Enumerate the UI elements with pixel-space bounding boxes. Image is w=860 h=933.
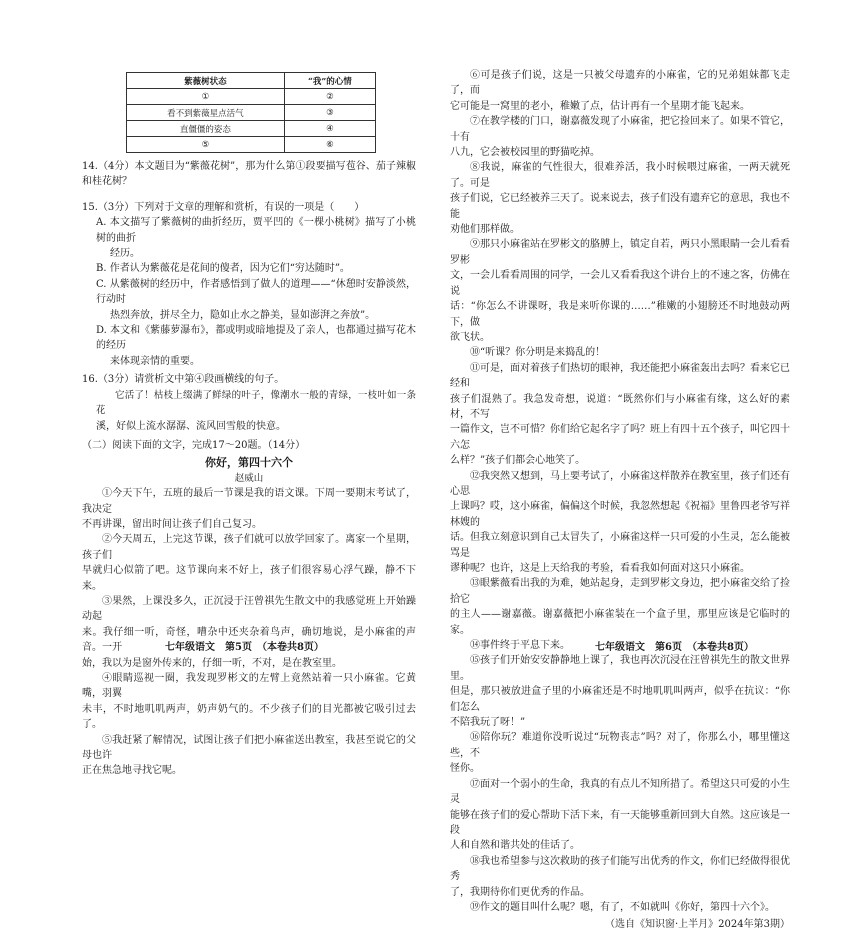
paragraph-11: ⑪可是，面对着孩子们热切的眼神，我还能把小麻雀轰出去吗？看来它已经和 [450, 362, 790, 390]
option-d-cont: 来体现亲情的重要。 [110, 355, 200, 367]
article-source: （选自《知识窗·上半月》2024年第3期） [605, 919, 790, 931]
paragraph-8-cont: 劝他们那样做。 [450, 224, 520, 236]
paragraph-4-cont: 未丰，不时地叽叽两声，奶声奶气的。不少孩子们的目光都被它吸引过去了。 [82, 703, 416, 731]
paragraph-11-cont: 孩子们混熟了。我急发奇想，说道：“既然你们与小麻雀有缘，这么好的素材，不写 [450, 393, 790, 420]
paragraph-9-cont: 文，一会儿看看周围的同学，一会儿又看看我这个讲台上的不速之客，仿佛在说 [450, 270, 790, 297]
paragraph-1: ①今天下午，五班的最后一节课是我的语文课。下周一要期末考试了，我决定 [82, 488, 416, 515]
option-b: B. 作者认为紫薇花是花间的傻者，因为它们“穷达随时”。 [96, 263, 350, 275]
article-title: 你好，第四十六个 [205, 456, 293, 470]
paragraph-16-cont: 怪你。 [450, 763, 480, 775]
option-c: C. 从紫薇树的经历中，作者感悟到了做人的道理——“休憩时安静淡然，行动时 [96, 278, 416, 306]
table-cell: ⑥ [284, 137, 375, 153]
question-15: 15.（3分）下列对于文章的理解和赏析，有误的一项是（ ） [82, 201, 365, 213]
paragraph-1-cont: 不再讲课，留出时间让孩子们自己复习。 [82, 518, 262, 530]
paragraph-8: ⑧我说，麻雀的气性很大，很难养活，我小时候喂过麻雀，一两天就死了。可是 [450, 162, 790, 189]
table-header: “我”的心情 [284, 73, 375, 89]
paragraph-3-cont: 始，我以为是窗外传来的，仔细一听，不对，是在教室里。 [82, 657, 342, 669]
table-cell: ① [127, 89, 285, 105]
paragraph-9-cont: 欲飞状。 [450, 331, 490, 343]
paragraph-19: ⑲作文的题目叫什么呢？嗯，有了，不如就叫《你好，第四十六个》。 [470, 901, 775, 913]
paragraph-8-cont: 孩子们说，它已经被养三天了。说来说去，孩子们没有遗弃它的意思，我也不能 [450, 193, 790, 220]
paragraph-18: ⑱我也希望参与这次救助的孩子们能写出优秀的作文，你们已经做得很优秀 [450, 855, 790, 883]
quoted-sentence-cont: 溪，好似上流水潺潺、流风回雪般的快意。 [96, 420, 286, 432]
table-cell: 直僵僵的姿态 [127, 121, 285, 137]
paragraph-13: ⑬眼紫薇看出我的为难，她站起身，走到罗彬文身边，把小麻雀交给了捡拾它 [450, 578, 790, 605]
question-14: 14.（4分）本文题目为“紫薇花树”，那为什么第①段要描写苞谷、茄子辣椒和桂花树？ [82, 161, 416, 188]
paragraph-3: ③果然，上课没多久，正沉浸于汪曾祺先生散文中的我感觉班上开始躁动起 [82, 595, 416, 623]
paragraph-12: ⑫我突然又想到，马上要考试了，小麻雀这样散养在教室里，孩子们还有心思 [450, 470, 790, 497]
table-row [127, 137, 376, 153]
paragraph-4: ④眼睛巡视一圈，我发现罗彬文的左臂上竟然站着一只小麻雀。它黄嘴，羽翼 [82, 673, 416, 700]
paragraph-15: ⑮孩子们开始安安静静地上课了，我也再次沉浸在汪曾祺先生的散文世界里。 [450, 655, 790, 682]
paragraph-17: ⑰面对一个弱小的生命，我真的有点儿不知所措了。希望这只可爱的小生灵 [450, 778, 790, 806]
paragraph-3-cont: 来。我仔细一听，奇怪，嘈杂中还夹杂着鸟声，确切地说，是小麻雀的声音。一开 [82, 626, 416, 654]
table-cell: ⑤ [127, 137, 285, 153]
table-header: 紫薇树状态 [127, 73, 285, 89]
quoted-sentence: 它活了！枯枝上缀满了鲜绿的叶子，像潮水一般的青绿，一枝叶如一条花 [96, 389, 416, 417]
paragraph-12-cont: 上课吗？哎，这小麻雀，偏偏这个时候，我忽然想起《祝福》里鲁四老爷写祥林嫂的 [450, 501, 790, 528]
table-cell: 看不到紫薇星点活气 [127, 105, 285, 121]
page-footer: 七年级语文 第6页 （本卷共8页） [595, 642, 754, 653]
paragraph-6-cont: 它可能是一窝里的老小，稚嫩了点，估计再有一个星期才能飞起来。 [450, 100, 750, 112]
paragraph-13-cont: 的主人——谢嘉薇。谢嘉薇把小麻雀装在一个盒子里，那里应该是它临时的家。 [450, 609, 790, 636]
paragraph-11-cont: 一篇作文，岂不可惜？你们给它起名字了吗？班上有四十五个孩子，叫它四十六怎 [450, 424, 790, 451]
paragraph-14: ⑭事件终于平息下来。 [470, 640, 570, 652]
left-page [0, 0, 430, 777]
table-cell: ③ [284, 105, 375, 121]
paragraph-15-cont: 不陪我玩了呀！” [450, 717, 526, 729]
option-a: A. 本文描写了紫薇树的曲折经历，贾平凹的《一棵小桃树》描写了小桃树的曲折 [96, 217, 416, 244]
paragraph-2: ②今天周五，上完这节课，孩子们就可以放学回家了。离家一个星期，孩子们 [82, 534, 416, 561]
paragraph-16: ⑯陪你玩？难道你没听说过“玩物丧志”吗？对了，你那么小，哪里懂这些，不 [450, 732, 790, 759]
page-footer: 七年级语文 第5页 （本卷共8页） [165, 642, 324, 653]
table-cell: ② [284, 89, 375, 105]
paragraph-15-cont: 但是，那只被放进盒子里的小麻雀还是不时地叽叽叫两声，似乎在抗议：“你们怎么 [450, 686, 790, 713]
section-heading: （二）阅读下面的文字，完成17～20题。（14分） [82, 439, 306, 451]
option-d: D. 本文和《紫藤萝瀑布》，都或明或暗地提及了亲人，也都通过描写花木的经历 [96, 325, 416, 352]
table-cell: ④ [284, 121, 375, 137]
paragraph-12-cont: 谬种呢？也许，这是上天给我的考验，看看我如何面对这只小麻雀。 [450, 563, 750, 574]
table-row [127, 89, 376, 105]
option-c-cont: 热烈奔放，拼尽全力，隐如止水之静美，显如澎湃之奔放”。 [110, 309, 376, 321]
paragraph-5-cont: 正在焦急地寻找它呢。 [82, 765, 182, 777]
table-row [127, 121, 376, 137]
paragraph-12-cont: 话。但我立刻意识到自己太冒失了，小麻雀这样一只可爱的小生灵，怎么能被骂是 [450, 532, 790, 559]
paragraph-7-cont: 八九，它会被校园里的野猫吃掉。 [450, 147, 600, 159]
table-row [127, 105, 376, 121]
paragraph-17-cont: 能够在孩子们的爱心帮助下活下来，有一天能够重新回到大自然。这应该是一段 [450, 809, 790, 836]
paragraph-11-cont: 么样？”孩子们都会心地笑了。 [450, 455, 586, 467]
paragraph-5: ⑤我赶紧了解情况，试图让孩子们把小麻雀送出教室，我甚至说它的父母也许 [82, 734, 416, 762]
right-page [430, 0, 860, 931]
paragraph-18-cont: 了，我期待你们更优秀的作品。 [450, 886, 590, 898]
paragraph-7: ⑦在教学楼的门口，谢嘉薇发现了小麻雀，把它捡回来了。如果不管它，十有 [450, 116, 790, 143]
paragraph-17-cont: 人和自然和谐共处的佳话了。 [450, 840, 580, 852]
question-16: 16.（3分）请赏析文中第④段画横线的句子。 [82, 374, 285, 386]
mood-table [126, 72, 376, 153]
paragraph-2-cont: 早就归心似箭了吧。这节课向来不好上，孩子们很容易心浮气躁，静不下来。 [82, 565, 416, 592]
article-author: 赵威山 [234, 472, 264, 484]
paragraph-9-cont: 话：“你怎么不讲课呀，我是来听你课的……”稚嫩的小翅膀还不时地鼓动两下，做 [450, 301, 790, 328]
paragraph-10: ⑩“听课？你分明是来捣乱的！ [470, 347, 606, 359]
option-a-cont: 经历。 [110, 248, 140, 260]
paragraph-9: ⑨那只小麻雀站在罗彬文的胳膊上，镇定自若，两只小黑眼睛一会儿看看罗彬 [450, 239, 790, 266]
paragraph-6: ⑥可是孩子们说，这是一只被父母遗弃的小麻雀，它的兄弟姐妹都飞走了，而 [450, 70, 790, 97]
